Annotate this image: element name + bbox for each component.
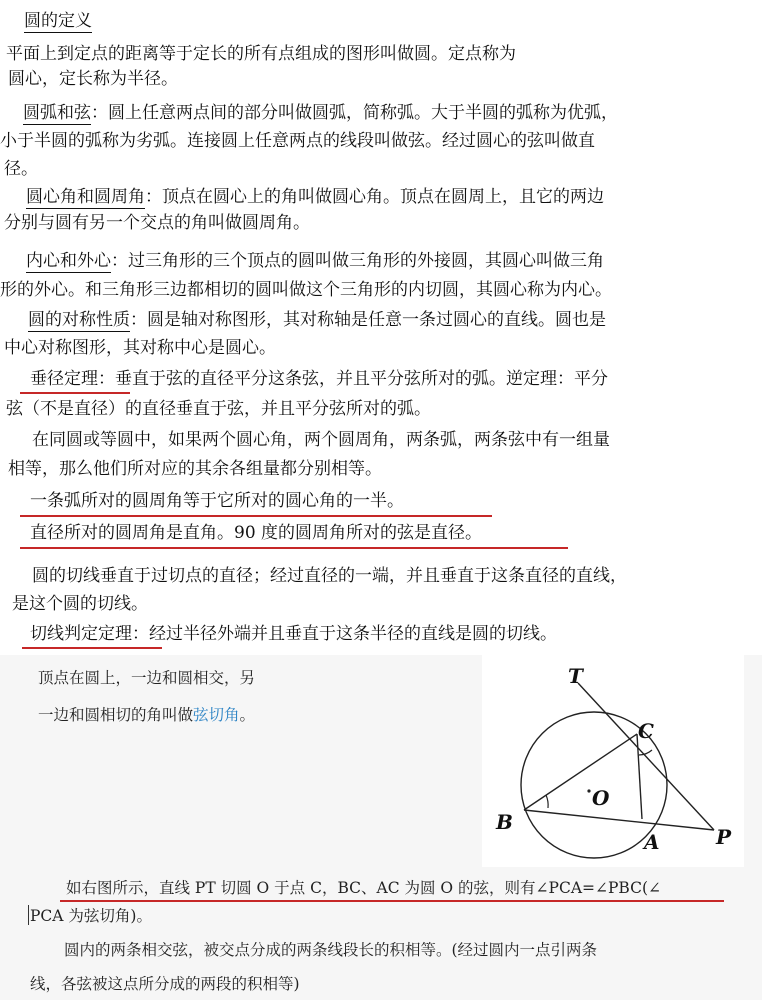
symmetry-line-1: 圆的对称性质：圆是轴对称图形，其对称轴是任意一条过圆心的直线。圆也是	[28, 310, 606, 330]
chord-ac	[637, 734, 642, 819]
text-cursor	[28, 905, 29, 925]
tangent-theorem-line: 切线判定定理：经过半径外端并且垂直于这条半径的直线是圆的切线。	[30, 624, 557, 644]
angle-arc-b	[546, 795, 548, 808]
intersecting-chords-line-1: 圆内的两条相交弦，被交点分成的两条线段长的积相等。(经过圆内一点引两条	[64, 941, 598, 959]
inscribed-half-red-underline	[20, 515, 492, 517]
tangent-chord-figure	[482, 655, 744, 867]
label-c: C	[638, 719, 654, 743]
secant-bp	[524, 810, 714, 830]
chord-tangent-line-1: 顶点在圆上，一边和圆相交，另	[38, 669, 256, 687]
arc-chord-term: 圆弧和弦	[23, 103, 91, 123]
centers-term: 内心和外心	[26, 251, 111, 271]
perpendicular-line-1: 垂径定理：垂直于弦的直径平分这条弦，并且平分弦所对的弧。逆定理：平分	[30, 369, 608, 389]
tangent-line-2: 是这个圆的切线。	[12, 594, 148, 614]
example-line-2: PCA 为弦切角)。	[30, 907, 152, 925]
label-t: T	[568, 664, 583, 688]
diameter-right-red-underline	[20, 547, 568, 549]
angles-term: 圆心角和圆周角	[26, 187, 145, 207]
centers-line-1: 内心和外心：过三角形的三个顶点的圆叫做三角形的外接圆，其圆心叫做三角	[26, 251, 604, 271]
angles-line-2: 分别与圆有另一个交点的角叫做圆周角。	[4, 213, 310, 233]
intersecting-chords-line-2: 线，各弦被这点所分成的两段的积相等)	[30, 975, 300, 993]
arc-chord-line-1: 圆弧和弦：圆上任意两点间的部分叫做圆弧，简称弧。大于半圆的弧称为优弧，	[23, 103, 618, 123]
example-red-underline	[60, 900, 724, 902]
symmetry-line-2: 中心对称图形，其对称中心是圆心。	[4, 338, 276, 358]
label-a: A	[644, 830, 660, 854]
perpendicular-term: 垂径定理	[30, 369, 98, 389]
angles-line-1: 圆心角和圆周角：顶点在圆心上的角叫做圆心角。顶点在圆周上，且它的两边	[26, 187, 604, 207]
definition-title: 圆的定义	[24, 11, 92, 31]
perpendicular-red-underline	[20, 392, 130, 394]
chord-bc	[524, 734, 637, 810]
symmetry-term: 圆的对称性质	[28, 310, 130, 330]
chord-tangent-highlight: 弦切角	[193, 706, 240, 724]
inscribed-half-line: 一条弧所对的圆周角等于它所对的圆心角的一半。	[30, 491, 404, 511]
label-p: P	[716, 825, 732, 849]
arc-chord-line-2: 小于半圆的弧称为劣弧。连接圆上任意两点的线段叫做弦。经过圆心的弦叫做直	[0, 131, 595, 151]
figure-svg	[482, 655, 744, 867]
chord-tangent-line-2: 一边和圆相切的角叫做弦切角。	[38, 706, 256, 724]
equal-circles-line-2: 相等，那么他们所对应的其余各组量都分别相等。	[8, 459, 382, 479]
label-b: B	[496, 810, 513, 834]
tangent-theorem-red-underline	[22, 647, 162, 649]
tangent-line-1: 圆的切线垂直于过切点的直径；经过直径的一端，并且垂直于这条直径的直线，	[32, 566, 627, 586]
tangent-theorem-term: 切线判定定理	[30, 624, 132, 644]
label-o: O	[592, 786, 610, 810]
definition-line-1: 平面上到定点的距离等于定长的所有点组成的图形叫做圆。定点称为	[6, 44, 516, 64]
centers-line-2: 形的外心。和三角形三边都相切的圆叫做这个三角形的内切圆，其圆心称为内心。	[0, 280, 612, 300]
arc-chord-line-3: 径。	[4, 159, 38, 179]
center-dot	[587, 789, 590, 792]
example-line-1: 如右图所示，直线 PT 切圆 O 于点 C，BC、AC 为圆 O 的弦，则有∠PCA=∠PBC(∠	[66, 879, 661, 897]
equal-circles-line-1: 在同圆或等圆中，如果两个圆心角，两个圆周角，两条弧，两条弦中有一组量	[32, 430, 610, 450]
diameter-right-line: 直径所对的圆周角是直角。90 度的圆周角所对的弦是直径。	[30, 523, 483, 543]
perpendicular-line-2: 弦（不是直径）的直径垂直于弦，并且平分弦所对的弧。	[6, 399, 431, 419]
definition-line-2: 圆心，定长称为半径。	[8, 69, 178, 89]
